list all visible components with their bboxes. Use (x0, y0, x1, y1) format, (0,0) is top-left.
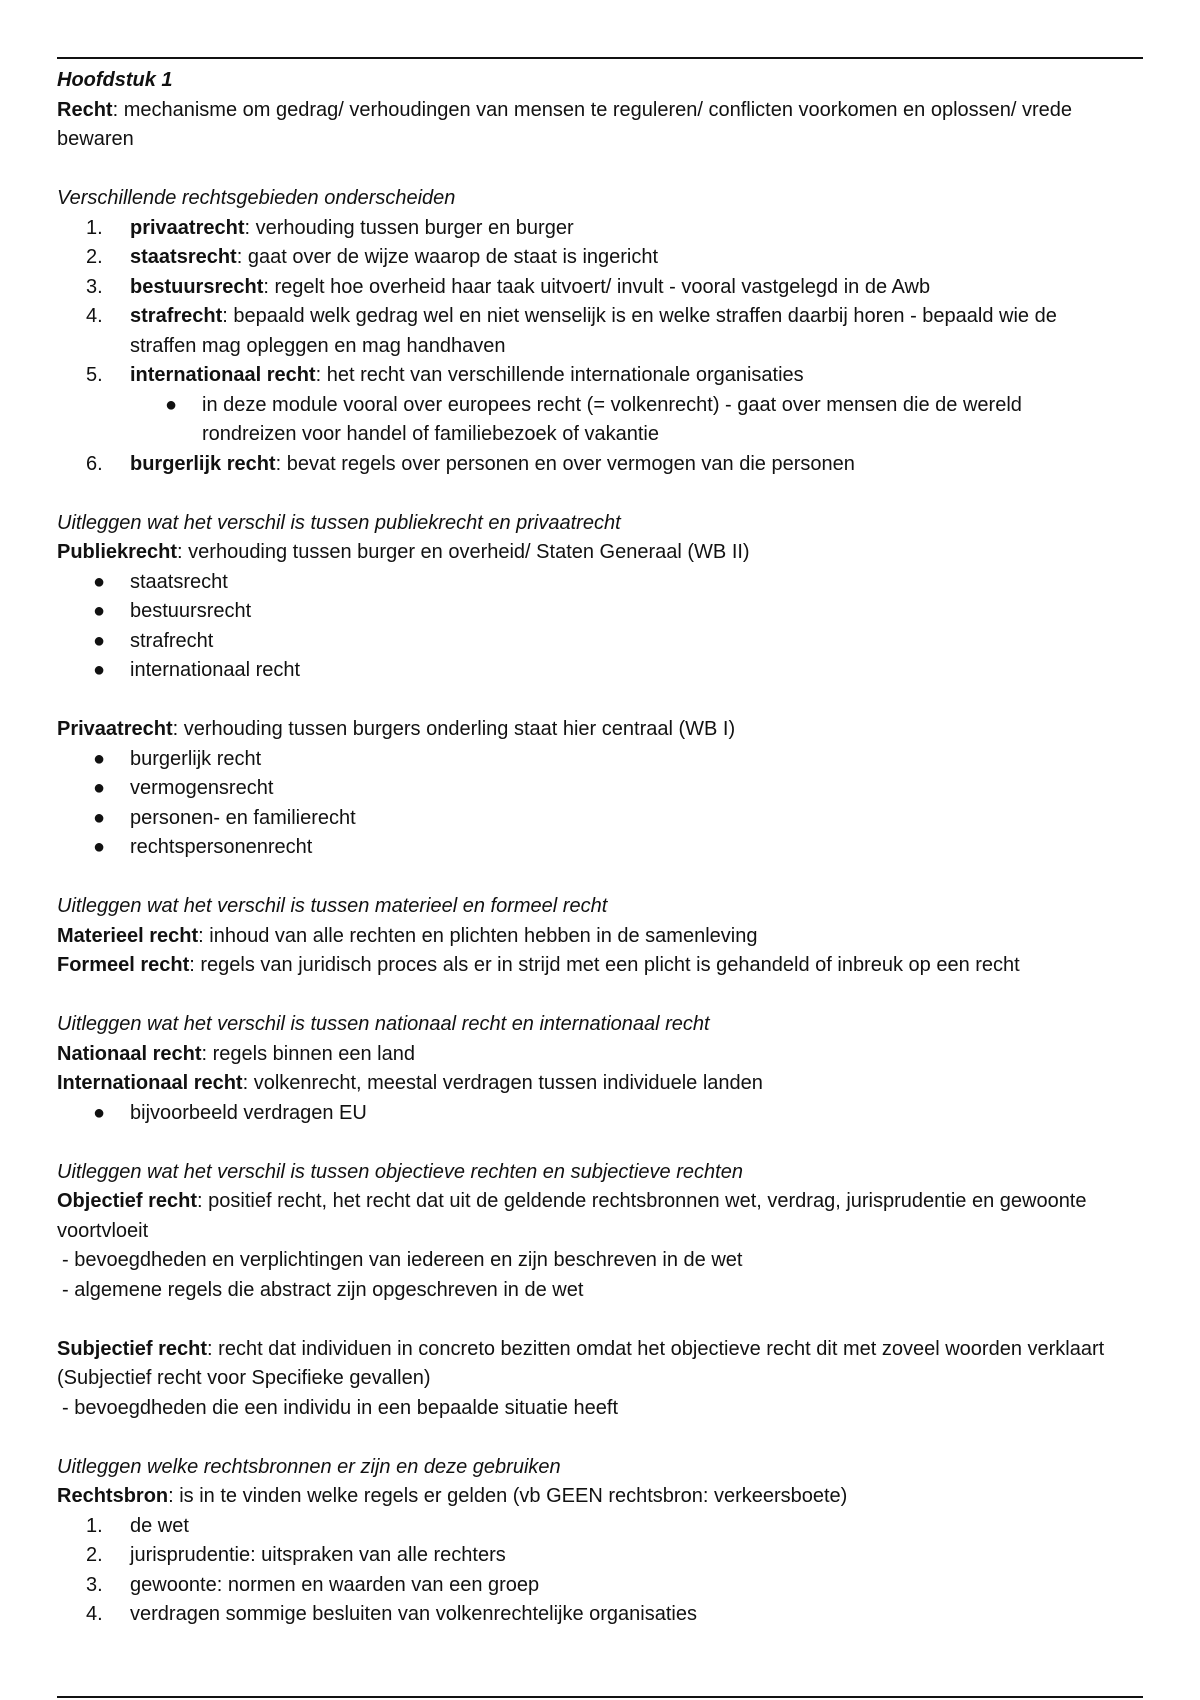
list-item: ● vermogensrecht (57, 774, 1117, 804)
section-heading-rechtsbronnen: Uitleggen welke rechtsbronnen er zijn en deze gebruiken (57, 1455, 561, 1478)
bullet-icon: ● (93, 806, 106, 829)
definition-privaatrecht: Privaatrecht: verhouding tussen burgers onderling staat hier centraal (WB I) (57, 718, 736, 740)
definition-subjectief-recht: Subjectief recht: recht dat individuen in concreto bezitten omdat het objectieve recht dit met zoveel woorden verklaart (Subjectief recht voor Specifieke gevallen) (57, 1337, 1105, 1389)
list-item: ● bijvoorbeeld verdragen EU (57, 1099, 1117, 1129)
chapter-title: Hoofdstuk 1 (57, 69, 173, 91)
list-item: 2. jurisprudentie: uitspraken van alle rechters (86, 1544, 506, 1566)
section-heading-objectief-subjectief: Uitleggen wat het verschil is tussen objectieve rechten en subjectieve rechten (57, 1160, 743, 1183)
bullet-icon: ● (93, 1101, 106, 1124)
bottom-rule (57, 1696, 1143, 1698)
bullet-icon: ● (93, 777, 106, 799)
definition-publiekrecht: Publiekrecht: verhouding tussen burger en overheid/ Staten Generaal (WB II) (57, 541, 750, 563)
document-page (57, 66, 1117, 1630)
bullet-icon: ● (165, 393, 178, 416)
dash-line: - bevoegdheden en verplichtingen van iedereen en zijn beschreven in de wet (62, 1249, 743, 1271)
list-item: ● burgerlijk recht (57, 745, 1117, 775)
dash-line: - bevoegdheden die een individu in een bepaalde situatie heeft (62, 1396, 618, 1419)
list-item: ● internationaal recht (57, 656, 1117, 686)
section-heading-rechtsgebieden: Verschillende rechtsgebieden onderscheiden (57, 187, 456, 209)
intro-definition: Recht: mechanisme om gedrag/ verhoudingen van mensen te reguleren/ conflicten voorkomen en oplossen/ vrede bewaren (57, 98, 1073, 150)
list-item: ● rechtspersonenrecht (57, 833, 1117, 863)
definition-internationaal-recht: Internationaal recht: volkenrecht, meestal verdragen tussen individuele landen (57, 1072, 763, 1094)
list-item: 4. strafrecht: bepaald welk gedrag wel en niet wenselijk is en welke straffen daarbij horen - bepaald wie de straffen mag opleggen en mag handhaven (86, 305, 1057, 357)
section-heading-nationaal-internationaal: Uitleggen wat het verschil is tussen nationaal recht en internationaal recht (57, 1013, 710, 1035)
list-item: 1. de wet (86, 1514, 189, 1537)
dash-line: - algemene regels die abstract zijn opgeschreven in de wet (62, 1278, 584, 1301)
list-item: 3. gewoonte: normen en waarden van een groep (86, 1573, 540, 1596)
bullet-icon: ● (93, 747, 106, 770)
list-item: 3. bestuursrecht: regelt hoe overheid haar taak uitvoert/ invult - vooral vastgelegd in de Awb (86, 275, 931, 298)
list-item: ● strafrecht (57, 627, 1117, 657)
bullet-icon: ● (93, 570, 106, 593)
list-item: 1. privaatrecht: verhouding tussen burger en burger (86, 216, 574, 239)
list-item: ● staatsrecht (57, 568, 1117, 598)
list-item: 2. staatsrecht: gaat over de wijze waarop de staat is ingericht (86, 246, 659, 268)
top-rule (57, 57, 1143, 59)
bullet-icon: ● (93, 600, 106, 622)
definition-objectief-recht: Objectief recht: positief recht, het recht dat uit de geldende rechtsbronnen wet, verdrag, jurisprudentie en gewoonte voortvloeit (57, 1190, 1087, 1242)
list-item: 4. verdragen sommige besluiten van volkenrechtelijke organisaties (86, 1603, 697, 1625)
section-heading-materieel-formeel: Uitleggen wat het verschil is tussen materieel en formeel recht (57, 895, 608, 917)
list-item: ● personen- en familierecht (57, 804, 1117, 834)
bullet-icon: ● (93, 659, 106, 681)
section-heading-publiek-privaat: Uitleggen wat het verschil is tussen publiekrecht en privaatrecht (57, 511, 621, 534)
term-recht: Recht (57, 98, 113, 121)
definition-materieel-recht: Materieel recht: inhoud van alle rechten en plichten hebben in de samenleving (57, 924, 758, 947)
list-item: 6. burgerlijk recht: bevat regels over personen en over vermogen van die personen (86, 452, 855, 475)
definition-nationaal-recht: Nationaal recht: regels binnen een land (57, 1042, 415, 1065)
bullet-icon: ● (93, 629, 106, 652)
list-item: 5. internationaal recht: het recht van verschillende internationale organisaties (86, 364, 804, 386)
definition-formeel-recht: Formeel recht: regels van juridisch proces als er in strijd met een plicht is gehandeld of inbreuk op een recht (57, 954, 1020, 976)
bullet-icon: ● (93, 836, 106, 858)
definition-rechtsbron: Rechtsbron: is in te vinden welke regels er gelden (vb GEEN rechtsbron: verkeersboete) (57, 1485, 848, 1507)
list-item: ● bestuursrecht (57, 597, 1117, 627)
sub-list-item: ● in deze module vooral over europees recht (= volkenrecht) - gaat over mensen die de wereld rondreizen voor handel of familiebezoek of vakantie (57, 391, 1117, 450)
